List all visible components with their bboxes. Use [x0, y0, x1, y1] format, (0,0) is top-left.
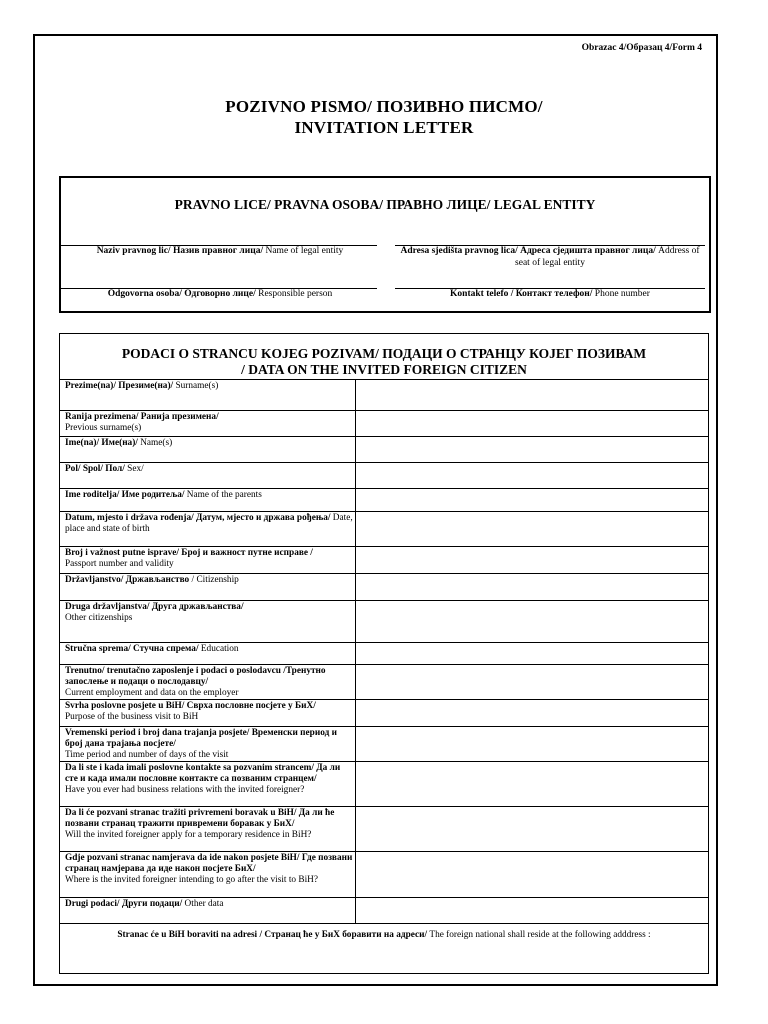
- legal-entity-name-label: [65, 246, 375, 258]
- row-label: Stručna sprema/ Стучна спрема/ Education: [60, 643, 356, 664]
- table-row: [60, 699, 708, 726]
- row-label: Drugi podaci/ Други подаци/ Other data: [60, 898, 356, 923]
- other-citizenships-input-cell[interactable]: [356, 601, 708, 642]
- legal-entity-address-label-local: Adresa sjedišta pravnog lica/ Адреса сједишта правног лица/: [400, 246, 656, 256]
- row-label: Ranija prezimena/ Ранија презимена/ Previous surname(s): [60, 411, 356, 436]
- legal-entity-section: [59, 176, 711, 313]
- birth-data-input-cell[interactable]: [356, 512, 708, 546]
- responsible-person-label: [65, 289, 375, 301]
- table-row: [60, 897, 708, 923]
- parents-name-input-cell[interactable]: [356, 489, 708, 511]
- education-input-cell[interactable]: [356, 643, 708, 664]
- phone-number-label-en: Phone number: [592, 289, 650, 299]
- row-label: Druga državljanstva/ Друга држављанства/ Other citizenships: [60, 601, 356, 642]
- visit-purpose-input-cell[interactable]: [356, 700, 708, 726]
- phone-number-label: [397, 289, 703, 301]
- row-label: Vremenski period i broj dana trajanja posjete/ Временски период и број дана трајања посјете/ Time period and number of days of the visit: [60, 727, 356, 761]
- table-row: [60, 851, 708, 897]
- row-label: Da li će pozvani stranac tražiti privremeni boravak u BiH/ Да ли ће позвани странац тражити привремени боравак у БиХ/ Will the invited foreigner apply for a temporary residence in BiH?: [60, 807, 356, 851]
- responsible-person-label-en: Responsible person: [255, 289, 333, 299]
- table-row: [60, 726, 708, 761]
- legal-entity-name-label-local: Naziv pravnog lic/ Назив правног лица/: [96, 246, 264, 256]
- sex-input-cell[interactable]: [356, 463, 708, 488]
- invited-citizen-heading-line-1: PODACI O STRANCU KOJEG POZIVAM/ ПОДАЦИ О СТРАНЦУ КОЈЕГ ПОЗИВАМ: [121, 346, 647, 361]
- table-row: [60, 664, 708, 699]
- table-row: [60, 379, 708, 410]
- next-destination-input-cell[interactable]: [356, 852, 708, 897]
- row-label: Da li ste i kada imali poslovne kontakte sa pozvanim strancem/ Да ли сте и када имали пословне контакте са позваним странцем/ Have you ever had business relations with the invited foreigner?: [60, 762, 356, 806]
- residence-label-local: Stranac će u BiH boraviti na adresi / Странац ће у БиХ боравити на адреси/: [117, 930, 428, 940]
- row-label: Gdje pozvani stranac namjerava da ide nakon posjete BiH/ Где позвани странац намјерава да иде након посјете БиХ/ Where is the invited foreigner intending to go after the visit to BiH?: [60, 852, 356, 897]
- legal-entity-name-label-en: Name of legal entity: [263, 246, 344, 256]
- row-label: Ime(na)/ Име(на)/ Name(s): [60, 437, 356, 462]
- table-row: [60, 511, 708, 546]
- residence-address-row[interactable]: [60, 923, 708, 959]
- row-label: Datum, mjesto i država rođenja/ Датум, мјесто и држава рођења/ Date, place and state of birth: [60, 512, 356, 546]
- previous-surname-input-cell[interactable]: [356, 411, 708, 436]
- page-title-line-1: POZIVNO PISMO/ ПОЗИВНО ПИСМО/: [225, 97, 543, 116]
- surname-input-cell[interactable]: [356, 380, 708, 410]
- table-row: [60, 806, 708, 851]
- row-label: Prezime(na)/ Презиме(на)/ Surname(s): [60, 380, 356, 410]
- legal-entity-address-label: [397, 246, 703, 269]
- temporary-residence-input-cell[interactable]: [356, 807, 708, 851]
- residence-label-en: The foreign national shall reside at the following adddress :: [427, 930, 651, 940]
- visit-period-input-cell[interactable]: [356, 727, 708, 761]
- passport-input-cell[interactable]: [356, 547, 708, 573]
- name-input-cell[interactable]: [356, 437, 708, 462]
- table-row: [60, 546, 708, 573]
- table-row: [60, 462, 708, 488]
- table-row: [60, 642, 708, 664]
- form-number: Obrazac 4/Образац 4/Form 4: [581, 43, 702, 53]
- table-row: [60, 410, 708, 436]
- legal-entity-heading: PRAVNO LICE/ PRAVNA OSOBA/ ПРАВНО ЛИЦЕ/ LEGAL ENTITY: [174, 197, 596, 212]
- employment-input-cell[interactable]: [356, 665, 708, 699]
- invited-citizen-heading-line-2: / DATA ON THE INVITED FOREIGN CITIZEN: [241, 362, 527, 377]
- row-label: Ime roditelja/ Име родитеља/ Name of the parents: [60, 489, 356, 511]
- row-label: Svrha poslovne posjete u BiH/ Сврха пословне посјете у БиХ/ Purpose of the business visit to BiH: [60, 700, 356, 726]
- row-label: Državljanstvo/ Држављанство / Citizenship: [60, 574, 356, 600]
- responsible-person-label-local: Odgovorna osoba/ Одговорно лице/: [107, 289, 256, 299]
- row-label: Pol/ Spol/ Пол/ Sex/: [60, 463, 356, 488]
- table-row: [60, 761, 708, 806]
- citizenship-input-cell[interactable]: [356, 574, 708, 600]
- table-row: [60, 488, 708, 511]
- table-row: [60, 436, 708, 462]
- invited-citizen-heading: [60, 346, 708, 378]
- table-row: [60, 573, 708, 600]
- row-label: Trenutno/ trenutačno zaposlenje i podaci o poslodavcu /Тренутно запослење и подаци о послодавцу/ Current employment and data on the employer: [60, 665, 356, 699]
- table-row: [60, 600, 708, 642]
- legal-entity-address-label-en: Address of seat of legal entity: [515, 246, 700, 268]
- phone-number-label-local: Kontakt telefo / Контакт телефон/: [450, 289, 593, 299]
- invited-citizen-section: [59, 333, 709, 974]
- business-relations-input-cell[interactable]: [356, 762, 708, 806]
- other-data-input-cell[interactable]: [356, 898, 708, 923]
- page-title-line-2: INVITATION LETTER: [294, 118, 474, 137]
- row-label: Broj i važnost putne isprave/ Број и важност путне исправе / Passport number and validity: [60, 547, 356, 573]
